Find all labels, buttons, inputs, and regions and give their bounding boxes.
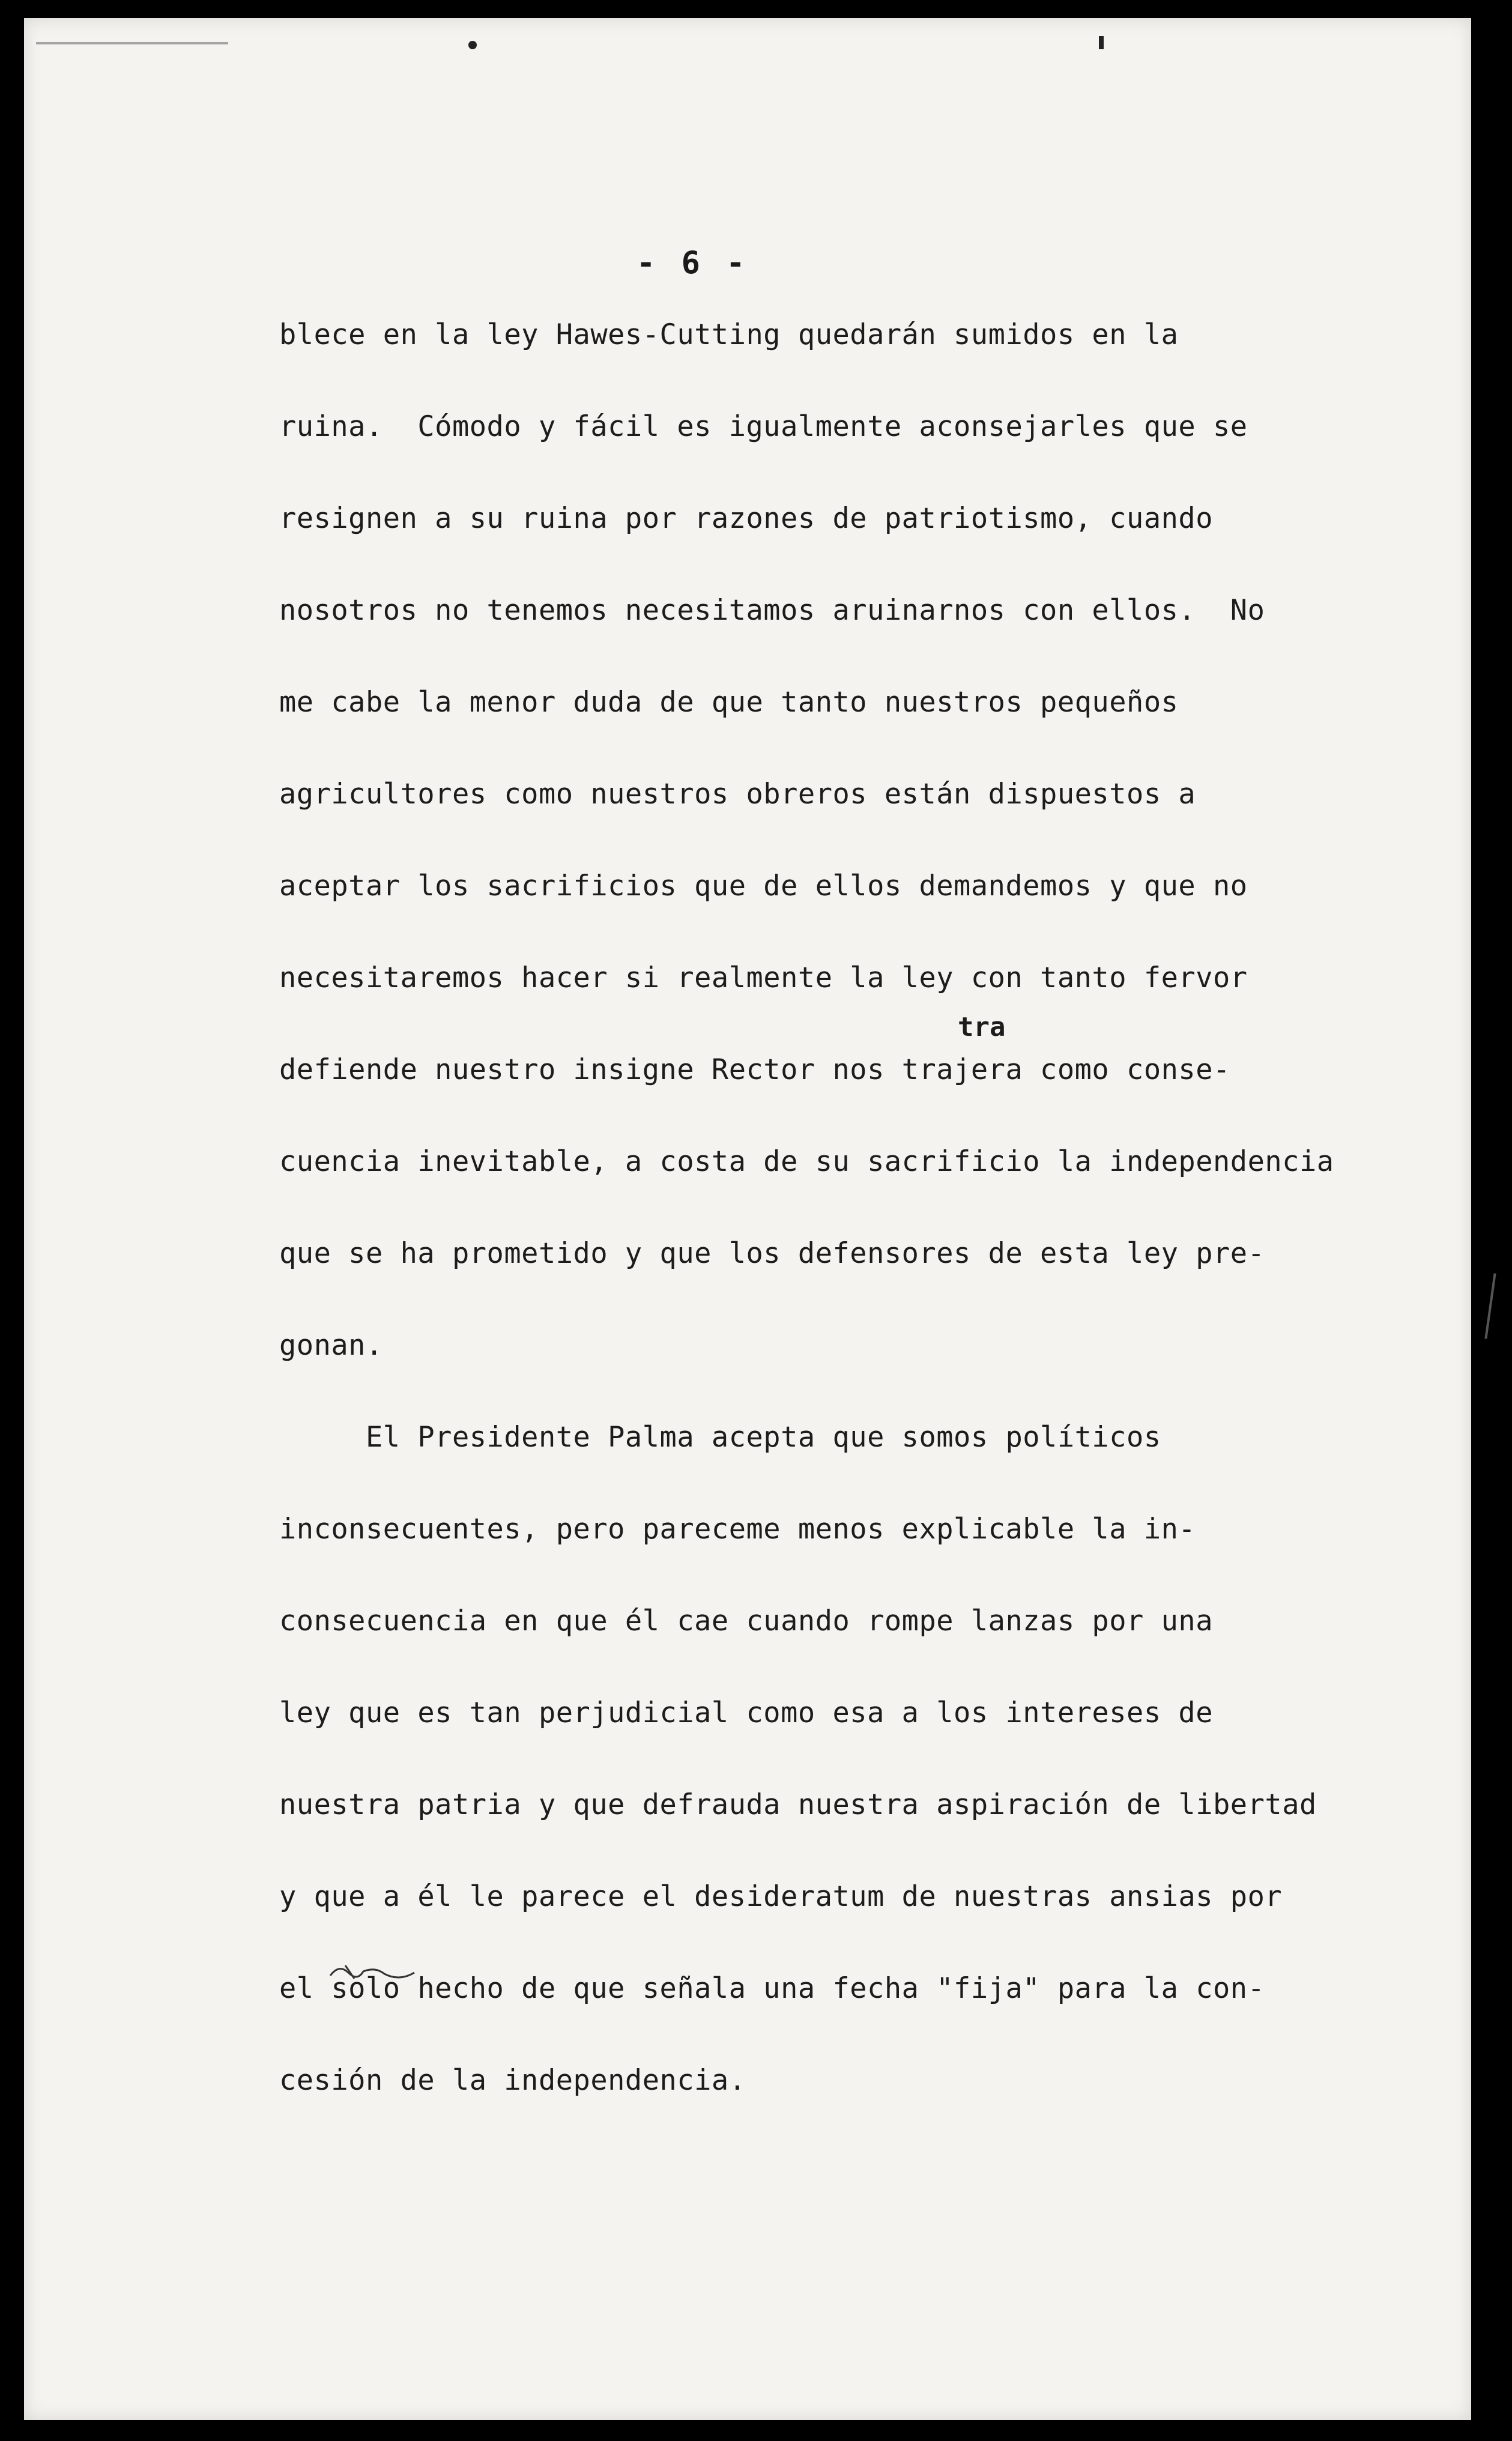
text-line: defiende nuestro insigne Rector nos trajera como conse- bbox=[279, 1053, 1230, 1086]
text-line: ley que es tan perjudicial como esa a los intereses de bbox=[279, 1696, 1214, 1729]
text-line: aceptar los sacrificios que de ellos demandemos y que no bbox=[279, 870, 1248, 903]
ink-tick-mark bbox=[1099, 36, 1104, 49]
text-line: cesión de la independencia. bbox=[279, 2064, 746, 2097]
text-line: el solo hecho de que señala una fecha "fija" para la con- bbox=[279, 1972, 1265, 2005]
text-line: me cabe la menor duda de que tanto nuestros pequeños bbox=[279, 686, 1179, 719]
top-rule-mark bbox=[36, 42, 228, 44]
text-line: cuencia inevitable, a costa de su sacrificio la independencia bbox=[279, 1145, 1334, 1178]
text-line: gonan. bbox=[279, 1329, 383, 1362]
text-line: blece en la ley Hawes-Cutting quedarán sumidos en la bbox=[279, 318, 1179, 351]
ink-doodle-mark bbox=[327, 1955, 417, 1991]
text-line: y que a él le parece el desideratum de nuestras ansias por bbox=[279, 1880, 1283, 1913]
text-line: nuestra patria y que defrauda nuestra aspiración de libertad bbox=[279, 1788, 1317, 1821]
edge-stroke-mark bbox=[1484, 1273, 1496, 1338]
text-line: necesitaremos hacer si realmente la ley con tanto fervor bbox=[279, 961, 1248, 994]
document-page bbox=[24, 18, 1471, 2420]
handwritten-insertion: tra bbox=[958, 1012, 1006, 1042]
text-line: resignen a su ruina por razones de patriotismo, cuando bbox=[279, 502, 1214, 535]
page-number: - 6 - bbox=[637, 245, 749, 281]
text-line: que se ha prometido y que los defensores de esta ley pre- bbox=[279, 1237, 1265, 1270]
text-line: inconsecuentes, pero pareceme menos explicable la in- bbox=[279, 1513, 1196, 1546]
text-line: El Presidente Palma acepta que somos políticos bbox=[279, 1421, 1161, 1454]
ink-dot-mark bbox=[468, 41, 477, 49]
text-line: agricultores como nuestros obreros están dispuestos a bbox=[279, 778, 1196, 811]
text-line: nosotros no tenemos necesitamos aruinarnos con ellos. No bbox=[279, 594, 1265, 627]
text-line: consecuencia en que él cae cuando rompe lanzas por una bbox=[279, 1605, 1214, 1638]
text-line: ruina. Cómodo y fácil es igualmente aconsejarles que se bbox=[279, 410, 1248, 443]
